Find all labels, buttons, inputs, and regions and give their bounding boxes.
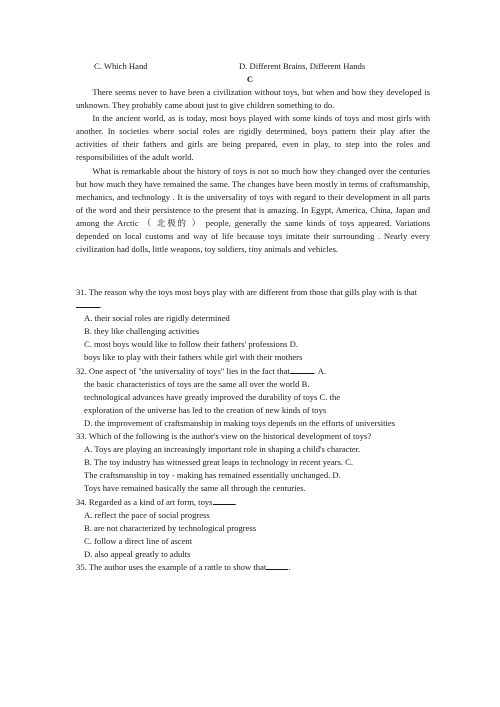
option-c: The craftsmanship in toy - making has remained essentially unchanged. D. [84, 470, 341, 481]
option-a: A. reflect the pace of social progress [84, 509, 210, 520]
option-c: C. Which Hand [94, 61, 148, 71]
question-34 [76, 496, 436, 561]
option-b: B. The toy industry has witnessed great leaps in technology in recent years. C. [84, 457, 354, 468]
option-c: C. most boys would like to follow their fathers' professions D. [84, 339, 298, 350]
question-31 [76, 286, 436, 365]
passage-paragraph-3: What is remarkable about the history of toys is not so much how they changed over the centuries but how much they have remained the same. The changes have been mostly in terms of craftsmanship, mechanics, and technology . It is the universality of toys with regard to their development in all parts of the word and their persistence to the present that is amazing. In Egypt, America, China, Japan and among the Arctic （ 北极的 ） people, generally the same kinds of toys appeared. Variations depended on local customs and way of life because toys imitate their surrounding . Nearly every civilization had dolls, little weapons, toy soldiers, tiny animals and vehicles. [76, 165, 430, 255]
question-stem: 34. Regarded as a kind of art form, toys . [76, 496, 237, 507]
option-d: D. also appeal greatly to adults [84, 548, 191, 559]
question-stem: 33. Which of the following is the author's view on the historical development of toys? [76, 431, 372, 442]
question-stem: 35. The author uses the example of a rattle to show that . [76, 561, 291, 572]
passage-paragraph-2: In the ancient world, as is today, most boys played with some kinds of toys and most girls with another. In societies where social roles are rigidly determined, boys pattern their play after the activities of their fathers and girls are being prepared, even in play, to step into the roles and responsibilities of the adult world. [76, 113, 430, 163]
option-a: the basic characteristics of toys are the same all over the world B. [84, 378, 310, 389]
option-b: technological advances have greatly improved the durability of toys C. the [84, 391, 341, 402]
option-d: D. the improvement of craftsmanship in making toys depends on the efforts of universities [84, 417, 396, 428]
option-d: boys like to play with their fathers while girl with their mothers [84, 352, 303, 363]
previous-question-options [94, 60, 474, 73]
option-c: C. follow a direct line of ascent [84, 535, 193, 546]
option-a: A. Toys are playing an increasingly important role in shaping a child's character. [84, 444, 361, 455]
option-a: A. their social roles are rigidly determined [84, 313, 230, 324]
answer-blank [76, 299, 100, 308]
passage-paragraph-1: There seems never to have been a civilization without toys, but when and how they developed is unknown. They probably came about just to give children something to do. [76, 87, 430, 111]
question-stem: 32. One aspect of "the universality of toys" lies in the fact that . A. [76, 365, 327, 376]
question-list [76, 286, 436, 574]
option-d: D. Different Brains, Different Hands [239, 61, 366, 71]
option-b: B. they like challenging activities [84, 326, 200, 337]
reading-passage [76, 86, 430, 256]
question-32 [76, 365, 436, 430]
answer-blank [266, 561, 288, 570]
option-b: B. are not characterized by technological progress [84, 522, 257, 533]
option-c: exploration of the universe has led to the creation of new kinds of toys [84, 404, 327, 415]
question-35 [76, 561, 436, 574]
section-heading: C [246, 74, 254, 84]
answer-blank [213, 496, 235, 505]
question-stem: 31. The reason why the toys most boys play with are different from those that gills play with is that. [76, 287, 417, 311]
option-d: Toys have remained basically the same all through the centuries. [84, 483, 306, 494]
question-33 [76, 430, 436, 495]
answer-blank [290, 365, 314, 374]
